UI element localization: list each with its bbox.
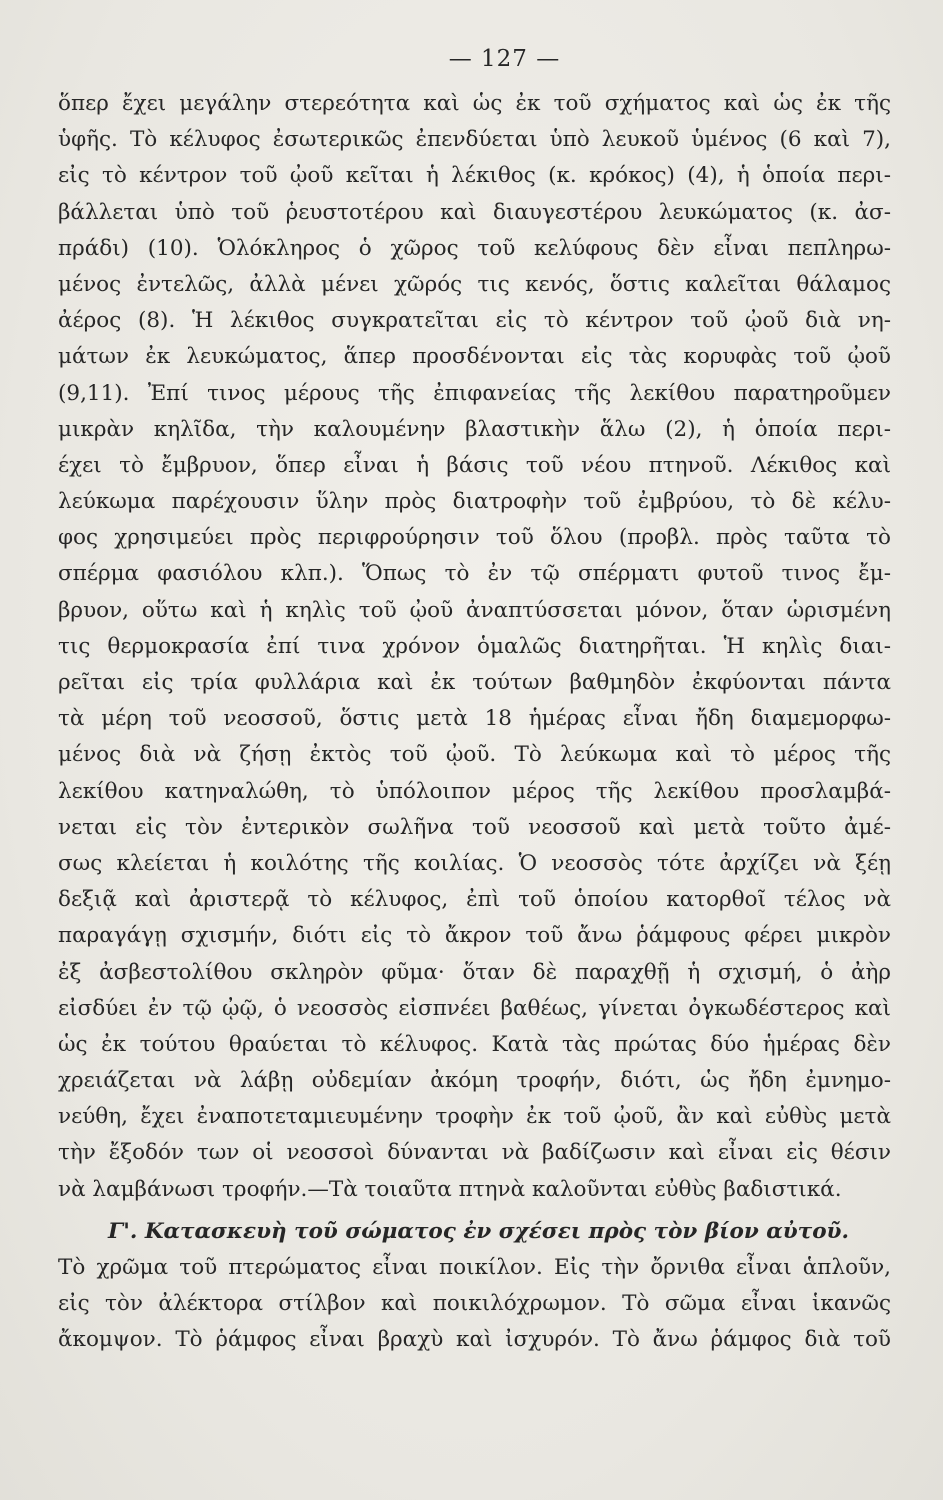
text-line: μικρὰν κηλῖδα, τὴν καλουμένην βλαστικὴν ἅλω (2), ἡ ὁποία περι- bbox=[58, 416, 891, 442]
page-number: — 127 — bbox=[448, 46, 561, 72]
text-line: νὰ λαμβάνωσι τροφήν.—Τὰ τοιαῦτα πτηνὰ καλοῦνται εὐθὺς βαδιστικά. bbox=[58, 1176, 842, 1202]
text-line: νεται εἰς τὸν ἐντερικὸν σωλῆνα τοῦ νεοσσοῦ καὶ μετὰ τοῦτο ἀμέ- bbox=[58, 814, 891, 840]
text-line: χρειάζεται νὰ λάβῃ οὐδεμίαν ἀκόμη τροφήν, διότι, ὡς ἤδη ἐμνημο- bbox=[58, 1068, 891, 1094]
text-line: λεύκωμα παρέχουσιν ὕλην πρὸς διατροφὴν τοῦ ἐμβρύου, τὸ δὲ κέλυ- bbox=[58, 489, 891, 515]
text-line: ὅπερ ἔχει μεγάλην στερεότητα καὶ ὡς ἐκ τοῦ σχήματος καὶ ὡς ἐκ τῆς bbox=[58, 91, 891, 116]
text-line: εἰς τὸ κέντρον τοῦ ᾠοῦ κεῖται ἡ λέκιθος (κ. κρόκος) (4), ἡ ὁποία περι- bbox=[58, 163, 891, 189]
text-line: σως κλείεται ἡ κοιλότης τῆς κοιλίας. Ὁ νεοσσὸς τότε ἀρχίζει νὰ ξέῃ bbox=[58, 850, 891, 876]
text-line: παραγάγῃ σχισμήν, διότι εἰς τὸ ἄκρον τοῦ ἄνω ῥάμφους φέρει μικρὸν bbox=[58, 923, 891, 949]
text-line: μένος διὰ νὰ ζήσῃ ἐκτὸς τοῦ ᾠοῦ. Τὸ λεύκωμα καὶ τὸ μέρος τῆς bbox=[58, 742, 891, 768]
text-line: δεξιᾷ καὶ ἀριστερᾷ τὸ κέλυφος, ἐπὶ τοῦ ὁποίου κατορθοῖ τέλος νὰ bbox=[58, 887, 891, 913]
text-line: τὰ μέρη τοῦ νεοσσοῦ, ὅστις μετὰ 18 ἡμέρας εἶναι ἤδη διαμεμορφω- bbox=[58, 706, 891, 732]
text-line: έχει τὸ ἔμβρυον, ὅπερ εἶναι ἡ βάσις τοῦ νέου πτηνοῦ. Λέκιθος καὶ bbox=[58, 452, 891, 478]
text-line: τις θερμοκρασία ἐπί τινα χρόνον ὁμαλῶς διατηρῆται. Ἡ κηλὶς διαι- bbox=[58, 633, 891, 659]
text-line: τὴν ἔξοδόν των οἱ νεοσσοὶ δύνανται νὰ βαδίζωσιν καὶ εἶναι εἰς θέσιν bbox=[58, 1140, 891, 1166]
text-line: ὡς ἐκ τούτου θραύεται τὸ κέλυφος. Κατὰ τὰς πρώτας δύο ἡμέρας δὲν bbox=[58, 1031, 891, 1057]
text-line: ἐξ ἀσβεστολίθου σκληρὸν φῦμα· ὅταν δὲ παραχθῇ ἡ σχισμή, ὁ ἀὴρ bbox=[58, 959, 891, 985]
text-line: βρυον, οὕτω καὶ ἡ κηλὶς τοῦ ᾠοῦ ἀναπτύσσεται μόνον, ὅταν ὡρισμένη bbox=[58, 597, 891, 623]
text-line: ρεῖται εἰς τρία φυλλάρια καὶ ἐκ τούτων βαθμηδὸν ἐκφύονται πάντα bbox=[58, 670, 891, 695]
text-line: (9,11). Ἐπί τινος μέρους τῆς ἐπιφανείας τῆς λεκίθου παρατηροῦμεν bbox=[58, 380, 891, 406]
text-line: φος χρησιμεύει πρὸς περιφρούρησιν τοῦ ὅλου (προβλ. πρὸς ταῦτα τὸ bbox=[58, 525, 891, 551]
text-line: εἰς τὸν ἀλέκτορα στίλβον καὶ ποικιλόχρωμον. Τὸ σῶμα εἶναι ἱκανῶς bbox=[58, 1291, 891, 1317]
text-line: ἄκομψον. Τὸ ῥάμφος εἶναι βραχὺ καὶ ἰσχυρόν. Τὸ ἄνω ῥάμφος διὰ τοῦ bbox=[58, 1327, 891, 1353]
text-line: νεύθη, ἔχει ἐναποτεταμιευμένην τροφὴν ἐκ τοῦ ᾠοῦ, ἂν καὶ εὐθὺς μετὰ bbox=[58, 1104, 891, 1130]
text-line: Τὸ χρῶμα τοῦ πτερώματος εἶναι ποικίλον. Εἰς τὴν ὄρνιθα εἶναι ἁπλοῦν, bbox=[58, 1255, 891, 1280]
text-line: βάλλεται ὑπὸ τοῦ ῥευστοτέρου καὶ διαυγεστέρου λευκώματος (κ. ἀσ- bbox=[58, 199, 891, 225]
text-line: μάτων ἐκ λευκώματος, ἅπερ προσδένονται εἰς τὰς κορυφὰς τοῦ ᾠοῦ bbox=[58, 344, 891, 370]
text-line: λεκίθου κατηναλώθη, τὸ ὑπόλοιπον μέρος τῆς λεκίθου προσλαμβά- bbox=[58, 778, 891, 804]
text-line: ὑφῆς. Τὸ κέλυφος ἐσωτερικῶς ἐπενδύεται ὑπὸ λευκοῦ ὑμένος (6 καὶ 7), bbox=[58, 127, 891, 153]
body-text bbox=[58, 86, 891, 1208]
section-heading: Γ'. Κατασκευὴ τοῦ σώματος ἐν σχέσει πρὸς τὸν βίον αὐτοῦ. bbox=[108, 1218, 849, 1244]
text-line: μένος ἐντελῶς, ἀλλὰ μένει χῶρός τις κενός, ὅστις καλεῖται θάλαμος bbox=[58, 271, 891, 297]
text-line: πράδι) (10). Ὁλόκληρος ὁ χῶρος τοῦ κελύφους δὲν εἶναι πεπληρω- bbox=[58, 235, 891, 261]
section-text bbox=[58, 1250, 891, 1359]
text-line: εἰσδύει ἐν τῷ ᾠῷ, ὁ νεοσσὸς εἰσπνέει βαθέως, γίνεται ὀγκωδέστερος καὶ bbox=[58, 995, 891, 1021]
text-line: σπέρμα φασιόλου κλπ.). Ὅπως τὸ ἐν τῷ σπέρματι φυτοῦ τινος ἔμ- bbox=[58, 561, 891, 587]
text-line: ἀέρος (8). Ἡ λέκιθος συγκρατεῖται εἰς τὸ κέντρον τοῦ ᾠοῦ διὰ νη- bbox=[58, 308, 891, 334]
